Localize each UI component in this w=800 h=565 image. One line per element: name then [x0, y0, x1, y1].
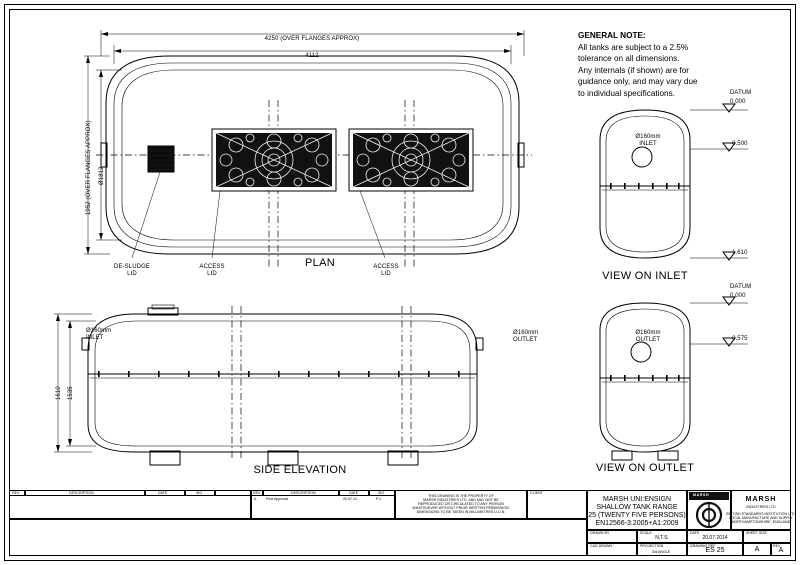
field-label: DRAWING REF [690, 544, 716, 548]
outlet-nozzle-label-line1: Ø160mm [635, 330, 661, 336]
plan-access-label-2-line1: ACCESS [373, 264, 399, 270]
side-outlet-label-line1: Ø160mm [513, 330, 539, 336]
inlet-level-1: -0.500 [730, 141, 748, 147]
inlet-nozzle-label-line2: INLET [639, 141, 657, 147]
plan-desludge-label-line2: LID [127, 271, 137, 277]
outlet-level-1: -0.575 [730, 336, 748, 342]
copyright-line: THIS DRAWING IS THE PROPERTY OF [428, 494, 494, 498]
drawing-title-line: SHALLOW TANK RANGE [596, 504, 678, 511]
plan-access-label-2-line2: LID [381, 271, 391, 277]
general-note-line: guidance only, and may vary due [578, 77, 698, 87]
view-on-outlet-title: VIEW ON OUTLET [595, 462, 695, 474]
field-value-projection: 3rd ANGLE [652, 550, 671, 554]
field-label: DRAWN BY [590, 531, 610, 535]
outlet-datum-label: DATUM [730, 284, 752, 290]
general-note-line: to individual specifications. [578, 88, 675, 98]
field-label: PROJECTION [640, 544, 664, 548]
plan-access-label-1-line2: LID [207, 271, 217, 277]
general-note-title: GENERAL NOTE: [578, 31, 646, 40]
side-inlet-label-line2: INLET [86, 335, 104, 341]
plan-dim-diameter-label: Ø1812 [99, 166, 105, 185]
sheet-size-value: A [754, 546, 760, 553]
revision-row-description: First Approval [266, 497, 288, 501]
field-value-scale: N.T.S. [655, 535, 669, 541]
inlet-level-0: 0.000 [730, 99, 746, 105]
inlet-nozzle-label-line1: Ø160mm [635, 134, 661, 140]
copyright-line: DIMENSIONS TO BE TAKEN IN MILLIMETRES U.O.N. [416, 510, 506, 514]
rev-header-label: DESCRIPTION [291, 491, 316, 495]
drawing-number: ES 25 [705, 547, 725, 554]
side-dim-overall-label: 1610 [56, 386, 62, 400]
copyright-line: REPRODUCED OR CIRCULATED TO ANY PERSON [418, 502, 504, 506]
field-label: SCALE [640, 531, 652, 535]
side-inlet-label-line1: Ø160mm [86, 328, 112, 334]
title-block [9, 490, 796, 556]
rev-header-label: REV [253, 491, 261, 495]
rev-header-label: REV [12, 491, 20, 495]
company-address-line: NORTHAMPTONSHIRE, ENGLAND [731, 520, 791, 524]
titleblock-filler [9, 519, 587, 556]
general-note-line: All tanks are subject to a 2.5% [578, 42, 689, 52]
revision-row-rev: A [254, 497, 257, 501]
view-on-inlet-title: VIEW ON INLET [602, 270, 688, 282]
copyright-line: MARSH INDUSTRIES LTD. AND MAY NOT BE [423, 498, 499, 502]
plan-desludge-label-line1: DE-SLUDGE [114, 264, 150, 270]
plan-access-label-1-line1: ACCESS [199, 264, 225, 270]
rev-header-label: DESCRIPTION [69, 491, 94, 495]
plan-view-title: PLAN [305, 257, 335, 269]
outlet-nozzle-label-line2: OUTLET [635, 337, 661, 343]
rev-header-label: SIG [378, 491, 385, 495]
field-label: SHEET SIZE [746, 531, 767, 535]
client-label: CLIENT [530, 491, 543, 495]
drawing-title-line: 25 (TWENTY FIVE PERSONS) [588, 512, 686, 519]
rev-header-extra [215, 490, 251, 496]
marsh-logo-text: MARSH [693, 493, 710, 497]
outlet-tank-outline [600, 303, 690, 460]
field-label: REV [773, 544, 781, 548]
company-subtitle: INDUSTRIES LTD [746, 505, 776, 509]
drawing-title-line: MARSH UNI:ENSIGN [602, 496, 672, 503]
field-label: CAD DRAWN [590, 544, 613, 548]
plan-dim-width-label: 1952 (OVER FLANGES APPROX) [86, 120, 92, 215]
rev-header-label: DATE [349, 491, 359, 495]
field-label: DATE [690, 531, 700, 535]
copyright-line: WHATSOEVER WITHOUT PRIOR WRITTEN PERMISSION. [412, 506, 510, 510]
company-address-line: BRITISH STANDARDS INSTITUTION LTD. [726, 512, 796, 516]
revision-row-date: 20.07.14 [343, 497, 357, 501]
field-value-date: 20.07.2014 [702, 535, 728, 541]
side-elevation-title: SIDE ELEVATION [253, 464, 347, 476]
side-dim-body-label: 1535 [68, 386, 74, 400]
outlet-level-0: 0.000 [730, 293, 746, 299]
rev-header-label: DATE [158, 491, 168, 495]
side-outlet-label-line2: OUTLET [513, 337, 538, 343]
revision-value: A [778, 547, 784, 554]
revision-row-sig: P.J. [376, 497, 382, 501]
plan-dim-body-label: 4112 [305, 53, 319, 59]
inlet-level-2: -1.610 [730, 250, 748, 256]
general-note-line: tolerance on all dimensions. [578, 54, 680, 64]
company-name: MARSH [745, 496, 777, 503]
inlet-datum-label: DATUM [730, 90, 752, 96]
general-note-line: Any internals (if shown) are for [578, 65, 690, 75]
company-address-line: LOCAL MANUFACTURE AND SUPPLY [729, 516, 793, 520]
rev-header-label: SIG [196, 491, 203, 495]
drawing-title-line: EN12566-3:2005+A1:2009 [595, 520, 679, 527]
plan-dim-overall-label: 4250 (OVER FLANGES APPROX) [264, 36, 360, 42]
